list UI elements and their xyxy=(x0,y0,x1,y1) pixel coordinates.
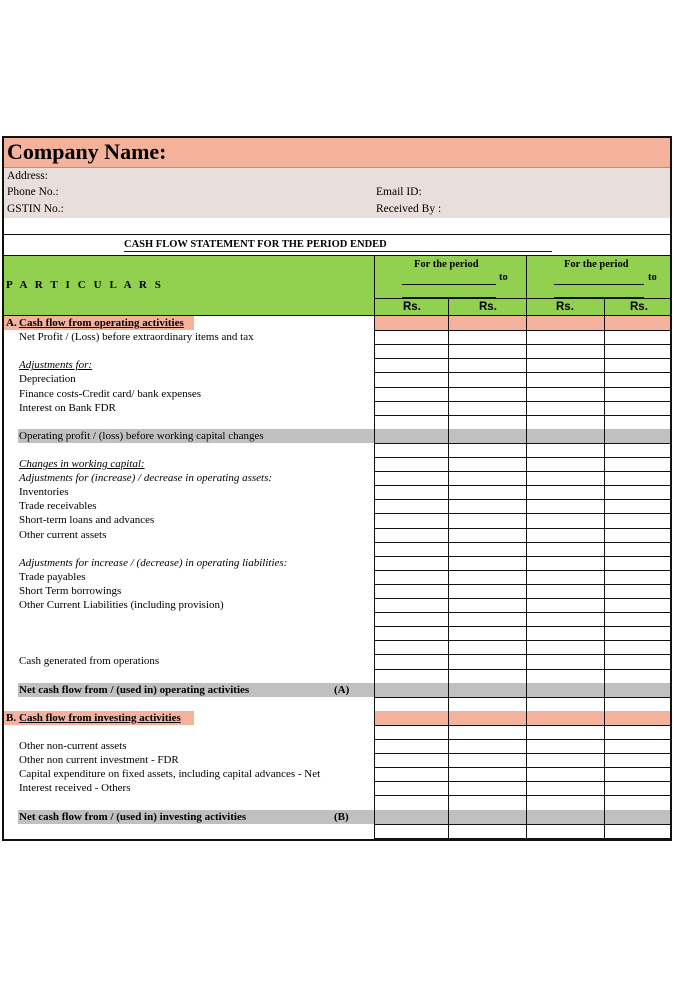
period-2-to: to xyxy=(648,272,657,283)
row-label: Interest on Bank FDR xyxy=(19,401,116,414)
table-row xyxy=(4,457,670,471)
table-row xyxy=(4,669,670,683)
row-label: Changes in working capital: xyxy=(19,458,145,470)
table-row xyxy=(4,753,670,767)
period-1-rs-col-1: Rs. xyxy=(403,301,421,313)
row-label: Other non current investment - FDR xyxy=(19,754,179,767)
table-row xyxy=(4,330,670,344)
row-label: Other non-current assets xyxy=(19,740,127,752)
column-divider xyxy=(374,256,375,841)
table-row xyxy=(4,485,670,499)
table-row xyxy=(4,795,670,809)
row-label: Trade receivables xyxy=(19,500,97,513)
column-divider xyxy=(604,298,605,841)
address-label: Address: xyxy=(7,170,48,182)
company-info-block xyxy=(4,168,670,218)
row-reference: (A) xyxy=(334,683,350,696)
row-label: Inventories xyxy=(19,486,69,499)
table-row xyxy=(4,654,670,668)
company-name-band xyxy=(4,138,670,168)
phone-label: Phone No.: xyxy=(7,186,59,198)
row-grid-line xyxy=(374,838,670,839)
total-row xyxy=(4,683,670,697)
row-label: Short-term loans and advances xyxy=(19,514,155,527)
table-row xyxy=(4,767,670,781)
section-letter: A. xyxy=(6,317,17,329)
period-2-rs-col-1: Rs. xyxy=(556,301,574,313)
section-row xyxy=(4,316,670,330)
table-row xyxy=(4,725,670,739)
table-row xyxy=(4,542,670,556)
email-label: Email ID: xyxy=(376,186,422,198)
period-2-label: For the period xyxy=(564,259,629,270)
section-row xyxy=(4,711,670,725)
section-letter: B. xyxy=(6,711,17,724)
table-row xyxy=(4,697,670,711)
row-label: Cash flow from investing activities xyxy=(19,711,181,724)
cash-flow-sheet xyxy=(2,136,672,841)
table-row xyxy=(4,584,670,598)
period-2-rs-col-2: Rs. xyxy=(630,301,648,313)
table-row xyxy=(4,781,670,795)
table-row xyxy=(4,499,670,513)
row-label: Finance costs-Credit card/ bank expenses xyxy=(19,387,202,400)
row-reference: (B) xyxy=(334,810,349,823)
row-label: Net cash flow from / (used in) operating activities xyxy=(19,683,250,696)
column-divider xyxy=(448,298,449,841)
company-name: Company Name: xyxy=(7,139,167,164)
table-row xyxy=(4,528,670,542)
table-row xyxy=(4,739,670,753)
row-label: Adjustments for increase / (decrease) in operating liabilities: xyxy=(19,556,288,569)
period-1-from-blank xyxy=(402,284,496,285)
period-1-rs-col-2: Rs. xyxy=(479,301,497,313)
table-row xyxy=(4,415,670,429)
table-row xyxy=(4,598,670,612)
gstin-label: GSTIN No.: xyxy=(7,203,64,215)
table-row xyxy=(4,824,670,838)
particulars-header: P A R T I C U L A R S xyxy=(6,279,164,291)
row-label: Other Current Liabilities (including provision) xyxy=(19,599,224,611)
row-label: Short Term borrowings xyxy=(19,584,122,597)
column-header xyxy=(4,256,670,316)
period-2-from-blank xyxy=(554,284,644,285)
column-divider xyxy=(526,256,527,841)
table-row xyxy=(4,401,670,415)
row-label: Other current assets xyxy=(19,528,107,541)
row-label: Cash generated from operations xyxy=(19,655,160,668)
row-label: Net cash flow from / (used in) investing activities xyxy=(19,810,247,823)
subtotal-row xyxy=(4,429,670,443)
total-row xyxy=(4,810,670,824)
row-label: Operating profit / (loss) before working capital changes xyxy=(19,429,264,442)
row-label: Net Profit / (Loss) before extraordinary items and tax xyxy=(19,331,254,344)
rs-header-rule xyxy=(374,298,670,299)
table-row xyxy=(4,443,670,457)
period-1-to: to xyxy=(499,272,508,283)
table-row xyxy=(4,626,670,640)
statement-title-band xyxy=(4,234,670,256)
table-row xyxy=(4,372,670,386)
table-row xyxy=(4,358,670,372)
period-ended-blank xyxy=(124,251,552,252)
row-label: Trade payables xyxy=(19,570,86,583)
row-label: Adjustments for (increase) / decrease in operating assets: xyxy=(19,472,273,485)
received-by-label: Received By : xyxy=(376,203,442,215)
row-label: Adjustments for: xyxy=(19,359,93,372)
table-row xyxy=(4,640,670,654)
table-row xyxy=(4,612,670,626)
table-row xyxy=(4,556,670,570)
table-row xyxy=(4,387,670,401)
table-row xyxy=(4,570,670,584)
statement-title: CASH FLOW STATEMENT FOR THE PERIOD ENDED xyxy=(124,239,387,250)
row-label: Interest received - Others xyxy=(19,782,131,795)
row-label: Capital expenditure on fixed assets, including capital advances - Net xyxy=(19,768,321,781)
period-1-label: For the period xyxy=(414,259,479,270)
row-label: Depreciation xyxy=(19,373,76,386)
row-label: Cash flow from operating activities xyxy=(19,317,184,329)
table-row xyxy=(4,344,670,358)
table-row xyxy=(4,471,670,485)
table-row xyxy=(4,513,670,527)
